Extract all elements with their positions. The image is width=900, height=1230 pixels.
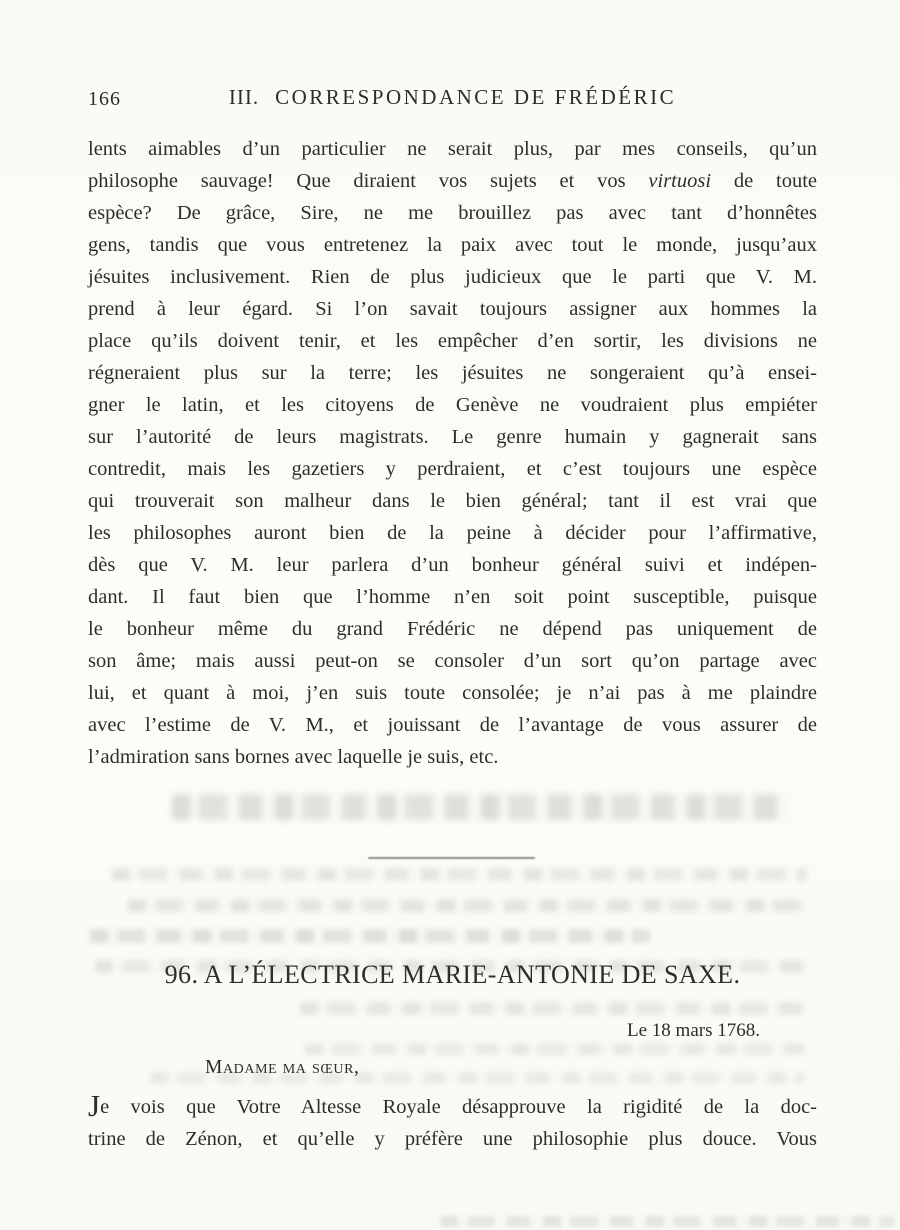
text-line: gner le latin, et les citoyens de Genève ne voudraient plus empiéter	[88, 394, 817, 416]
text-line: jésuites inclusivement. Rien de plus judicieux que le parti que V. M.	[88, 266, 817, 288]
text-line: contredit, mais les gazetiers y perdraient, et c’est toujours une espèce	[88, 458, 817, 480]
text-segment: e vois que Votre Altesse Royale désapprouve la rigidité de la doc-	[100, 1096, 817, 1118]
text-line: l’admiration sans bornes avec laquelle je suis, etc.	[88, 746, 499, 768]
text-line: prend à leur égard. Si l’on savait toujours assigner aux hommes la	[88, 298, 817, 320]
text-line: lents aimables d’un particulier ne serait plus, par mes conseils, qu’un	[88, 138, 817, 160]
text-segment: philosophe sauvage! Que diraient vos sujets et vos	[88, 170, 649, 192]
letter-heading: 96. A L’ÉLECTRICE MARIE-ANTONIE DE SAXE.	[164, 960, 741, 989]
bleed-through-ghost-line	[300, 1002, 808, 1015]
running-head	[88, 85, 817, 110]
bleed-through-ghost-line	[128, 899, 808, 912]
page-number: 166	[88, 88, 121, 110]
text-line: espèce? De grâce, Sire, ne me brouillez pas avec tant d’honnêtes	[88, 202, 817, 224]
text-line: place qu’ils doivent tenir, et les empêcher d’en sortir, les divisions ne	[88, 330, 817, 352]
text-line	[88, 1090, 817, 1123]
previous-letter-paragraph	[88, 133, 817, 773]
running-head-title: CORRESPONDANCE DE FRÉDÉRIC	[275, 85, 677, 109]
text-line: dant. Il faut bien que l’homme n’en soit point susceptible, puisque	[88, 586, 817, 608]
text-line	[88, 165, 817, 197]
text-segment: de toute	[711, 170, 817, 192]
text-line: dès que V. M. leur parlera d’un bonheur général suivi et indépen-	[88, 554, 817, 576]
letter-date: Le 18 mars 1768.	[627, 1020, 760, 1041]
bleed-through-ghost-smudge	[440, 1216, 895, 1227]
bleed-through-ghost-heading	[172, 794, 788, 820]
chapter-numeral: III.	[228, 85, 260, 109]
bleed-through-ghost-line	[112, 868, 807, 881]
letter-opening-paragraph	[88, 1090, 817, 1156]
text-line: gens, tandis que vous entretenez la paix avec tout le monde, jusqu’aux	[88, 234, 817, 256]
drop-initial: J	[88, 1088, 101, 1123]
section-divider-rule	[368, 857, 535, 859]
text-line: trine de Zénon, et qu’elle y préfère une philosophie plus douce. Vous	[88, 1128, 817, 1150]
text-line: son âme; mais aussi peut-on se consoler d’un sort qu’on partage avec	[88, 650, 817, 672]
letter-salutation: Madame ma sœur,	[205, 1057, 360, 1078]
text-line: avec l’estime de V. M., et jouissant de l’avantage de vous assurer de	[88, 714, 817, 736]
text-line: sur l’autorité de leurs magistrats. Le genre humain y gagnerait sans	[88, 426, 817, 448]
italic-word: virtuosi	[648, 170, 712, 192]
text-line: les philosophes auront bien de la peine à décider pour l’affirmative,	[88, 522, 817, 544]
text-line: qui trouverait son malheur dans le bien général; tant il est vrai que	[88, 490, 817, 512]
text-line: régneraient plus sur la terre; les jésuites ne songeraient qu’à ensei-	[88, 362, 817, 384]
text-line: le bonheur même du grand Frédéric ne dépend pas uniquement de	[88, 618, 817, 640]
bleed-through-ghost-line	[305, 1043, 805, 1055]
text-line: lui, et quant à moi, j’en suis toute consolée; je n’ai pas à me plaindre	[88, 682, 817, 704]
bleed-through-ghost-line	[90, 929, 650, 943]
